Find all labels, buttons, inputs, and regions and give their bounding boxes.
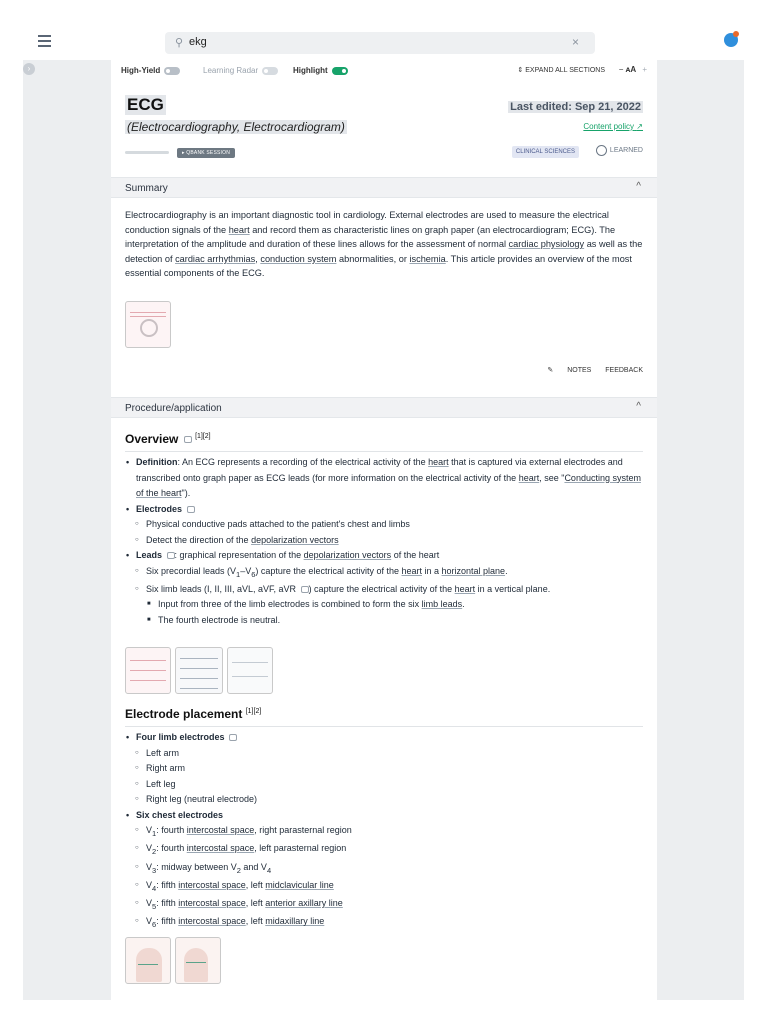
divider (125, 451, 643, 452)
info-icon[interactable] (187, 506, 195, 513)
font-decrease-button[interactable]: − (618, 65, 624, 74)
learning-radar-toggle[interactable] (203, 66, 278, 75)
cardiac-physiology-link[interactable]: cardiac physiology (508, 239, 585, 250)
highlight-toggle[interactable] (293, 66, 348, 75)
qbank-session-button[interactable]: ▸ QBANK SESSION (177, 148, 235, 158)
chevron-up-icon[interactable]: ^ (636, 181, 641, 192)
depolarization-vectors-link[interactable]: depolarization vectors (303, 550, 392, 560)
list-item: ○ Left arm (125, 746, 647, 762)
electrode-placement-image-thumbnail[interactable] (175, 937, 221, 984)
search-input[interactable]: ekg (189, 36, 207, 48)
heart-link[interactable]: heart (428, 457, 449, 467)
list-item: • Four limb electrodes (125, 730, 647, 746)
learned-circle-icon (596, 145, 607, 156)
heart-link[interactable]: heart (518, 472, 540, 483)
conduction-system-link[interactable]: conduction system (260, 253, 337, 264)
list-item: ○ Six limb leads (I, II, III, aVL, aVF, aVR ) capture the electrical activity of the heart in a vertical plane. (125, 582, 647, 598)
font-increase-button[interactable]: + (642, 65, 647, 74)
high-yield-switch[interactable] (164, 67, 180, 75)
list-item: ■ The fourth electrode is neutral. (125, 613, 647, 629)
info-icon[interactable] (229, 734, 237, 741)
feedback-button[interactable]: FEEDBACK (605, 367, 643, 374)
info-icon[interactable] (167, 552, 175, 559)
font-size-icon: ᴀA (625, 65, 637, 74)
menu-icon[interactable] (38, 35, 51, 50)
list-item: ○ $V_6$: fifth intercostal space, left midaxillary line (125, 914, 647, 932)
high-yield-toggle[interactable] (121, 66, 180, 75)
list-item: • Electrodes (125, 502, 647, 518)
search-bar[interactable] (165, 32, 595, 54)
heart-link[interactable]: heart (228, 224, 250, 235)
learned-toggle[interactable] (596, 145, 643, 156)
list-item: ○ Six precordial leads $(V_1-V_6)$ capture the electrical activity of the heart in a horizontal plane. (125, 564, 647, 582)
content-policy-link[interactable] (583, 122, 643, 131)
intercostal-space-link[interactable]: intercostal space (178, 916, 246, 927)
article-title: ECG (127, 95, 164, 114)
notification-dot (733, 31, 739, 37)
notes-feedback-bar (535, 366, 643, 374)
intercostal-space-link[interactable]: intercostal space (178, 898, 246, 909)
ecg-image-thumbnail[interactable] (227, 647, 273, 694)
list-item: • Definition: An ECG represents a recording of the electrical activity of the heart that is captured via external electrodes and transcribed onto graph paper as ECG leads (for more information on the electrical activity of the heart, see "Conducting system of the heart"). (125, 455, 647, 502)
list-item: ○ Physical conductive pads attached to the patient's chest and limbs (125, 517, 647, 533)
right-gutter (657, 60, 744, 1000)
electrode-placement-heading: Electrode placement [1][2] (125, 707, 262, 721)
article-synonyms: (Electrocardiography, Electrocardiogram) (127, 120, 345, 134)
list-item: ○ $V_2$: fourth intercostal space, left parasternal region (125, 841, 647, 859)
clear-search-button[interactable]: × (571, 35, 579, 49)
list-item: ■ Input from three of the limb electrodes is combined to form the six limb leads. (125, 597, 647, 613)
notification-icon[interactable] (724, 33, 738, 47)
article-toolbar (121, 66, 647, 80)
intercostal-space-link[interactable]: intercostal space (178, 879, 246, 890)
summary-section-header[interactable] (111, 177, 657, 198)
overview-heading: Overview [1][2] (125, 432, 211, 446)
reading-progress-bar (125, 151, 169, 154)
list-item: ○ Left leg (125, 777, 647, 793)
search-icon: ⚲ (175, 37, 184, 49)
list-item: ○ $V_5$: fifth intercostal space, left anterior axillary line (125, 896, 647, 914)
electrode-placement-image-thumbnail[interactable] (125, 937, 171, 984)
depolarization-vectors-link[interactable]: depolarization vectors (251, 534, 339, 545)
left-gutter (23, 60, 111, 1000)
category-tag[interactable]: CLINICAL SCIENCES (512, 146, 579, 158)
chevron-up-icon[interactable]: ^ (636, 401, 641, 412)
ischemia-link[interactable]: ischemia (409, 253, 446, 264)
notes-button[interactable]: ✎ NOTES (547, 367, 592, 374)
procedure-header-label: Procedure/application (125, 403, 222, 414)
learning-radar-switch[interactable] (262, 67, 278, 75)
list-item: ○ Right arm (125, 761, 647, 777)
sidebar-toggle-button[interactable]: › (23, 63, 35, 75)
overview-list (125, 455, 647, 628)
overview-references[interactable]: [1][2] (195, 433, 211, 440)
highlight-switch[interactable] (332, 67, 348, 75)
article-content (111, 60, 657, 1000)
list-item: ○ Right leg (neutral electrode) (125, 792, 647, 808)
ecg-image-thumbnail[interactable] (125, 647, 171, 694)
cardiac-arrhythmias-link[interactable]: cardiac arrhythmias (175, 253, 256, 264)
image-logo-icon (140, 319, 158, 337)
heart-link[interactable]: heart (454, 583, 476, 594)
anterior-axillary-line-link[interactable]: anterior axillary line (265, 898, 343, 909)
expand-all-label: EXPAND ALL SECTIONS (525, 67, 605, 74)
summary-image-thumbnail[interactable] (125, 301, 171, 348)
expand-icon: ⇕ (517, 67, 524, 74)
learned-label: LEARNED (609, 147, 643, 154)
intercostal-space-link[interactable]: intercostal space (186, 825, 255, 835)
heart-link[interactable]: heart (401, 565, 422, 576)
content-policy-label: Content policy (583, 122, 635, 131)
list-item: ○ $V_1$: fourth intercostal space, right parasternal region (125, 823, 647, 841)
font-size-control (619, 65, 647, 74)
list-item: • Leads : graphical representation of the depolarization vectors of the heart (125, 548, 647, 564)
conducting-system-link[interactable]: Conducting system of the heart (136, 472, 641, 498)
ecg-image-thumbnail[interactable] (175, 647, 223, 694)
divider (125, 726, 643, 727)
high-yield-label: High-Yield (121, 66, 161, 75)
expand-all-button[interactable] (517, 66, 605, 74)
list-item: • Six chest electrodes (125, 808, 647, 824)
list-item: ○ $V_4$: fifth intercostal space, left midclavicular line (125, 878, 647, 896)
midaxillary-line-link[interactable]: midaxillary line (265, 916, 325, 927)
last-edited: Last edited: Sep 21, 2022 (510, 101, 641, 113)
external-link-icon: ↗ (636, 122, 643, 131)
horizontal-plane-link[interactable]: horizontal plane (441, 565, 506, 576)
midclavicular-line-link[interactable]: midclavicular line (265, 879, 334, 890)
intercostal-space-link[interactable]: intercostal space (186, 843, 255, 854)
procedure-section-header[interactable] (111, 397, 657, 418)
placement-references[interactable]: [1][2] (245, 708, 262, 715)
info-icon[interactable] (184, 436, 192, 443)
list-item: ○ Detect the direction of the depolarization vectors (125, 533, 647, 549)
highlight-label: Highlight (293, 66, 328, 75)
summary-header-label: Summary (125, 183, 168, 194)
electrode-placement-list (125, 730, 647, 933)
top-bar (0, 0, 768, 60)
list-item: ○ $V_3$: midway between $V_2$ and $V_4$ (125, 860, 647, 878)
info-icon[interactable] (301, 586, 309, 593)
limb-leads-link[interactable]: limb leads (421, 599, 463, 610)
summary-paragraph: Electrocardiography is an important diagnostic tool in cardiology. External electrodes are used to measure the electrical conduction signals of the heart and record them as characteristic lines on graph paper (an electrocardiogram; ECG). The interpretation of the amplitude and duration of these lines allows for the assessment of normal cardiac physiology as well as the detection of cardiac arrhythmias, conduction system abnormalities, or ischemia. This article provides an overview of the most essential components of the ECG. (125, 210, 643, 279)
learning-radar-label: Learning Radar (203, 66, 259, 75)
